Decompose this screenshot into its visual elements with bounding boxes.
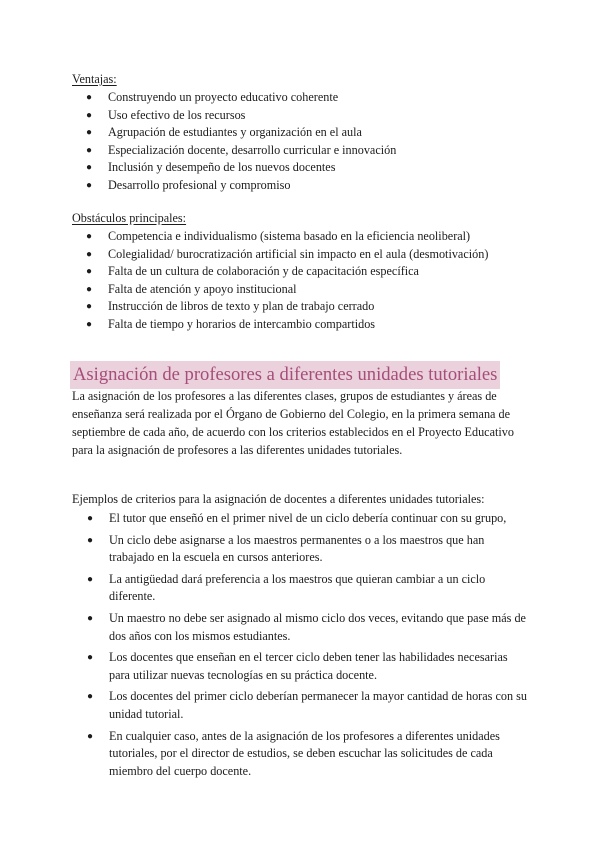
bullet-icon: ●	[86, 231, 93, 242]
list-item: ● Falta de atención y apoyo institucional	[0, 281, 600, 299]
bullet-icon: ●	[87, 730, 94, 742]
ventajas-list	[0, 89, 600, 195]
list-item: ● Especialización docente, desarrollo curricular e innovación	[0, 142, 600, 160]
bullet-icon: ●	[86, 162, 93, 174]
bullet-icon: ●	[87, 652, 94, 664]
list-item: ● Colegialidad/ burocratización artificial sin impacto en el aula (desmotivación)	[0, 246, 600, 264]
list-item: ● Los docentes del primer ciclo deberían permanecer la mayor cantidad de horas con su unidad tutorial.	[87, 689, 527, 721]
list-item: ● Construyendo un proyecto educativo coherente	[0, 89, 600, 107]
criterios-intro: Ejemplos de criterios para la asignación de docentes a diferentes unidades tutoriales:	[72, 492, 485, 506]
list-item: ● Falta de un cultura de colaboración y de capacitación específica	[0, 263, 600, 281]
intro-paragraph: La asignación de los profesores a las diferentes clases, grupos de estudiantes y áreas de enseñanza será realizada por el Órgano de Gobierno del Colegio, en la primera semana de septiembre de cada año, de acuerdo con los criterios establecidos en el Proyecto Educativo para la asignación de profesores a las diferentes unidades tutoriales.	[72, 389, 514, 457]
bullet-icon: ●	[86, 109, 93, 121]
bullet-icon: ●	[86, 301, 93, 313]
list-item: ● Desarrollo profesional y compromiso	[0, 177, 600, 195]
list-item: ● Inclusión y desempeño de los nuevos docentes	[0, 159, 600, 177]
criterios-list	[0, 510, 600, 784]
bullet-icon: ●	[86, 248, 93, 260]
bullet-icon: ●	[87, 691, 94, 703]
bullet-icon: ●	[86, 127, 93, 139]
bullet-icon: ●	[86, 179, 93, 191]
list-item: ● Uso efectivo de los recursos	[0, 107, 600, 125]
ventajas-label: Ventajas:	[72, 72, 117, 86]
list-item: ● Los docentes que enseñan en el tercer ciclo deben tener las habilidades necesarias para utilizar nuevas tecnologías en su práctica docente.	[87, 650, 508, 682]
list-item: ● La antigüedad dará preferencia a los maestros que quieran cambiar a un ciclo diferente.	[87, 571, 486, 604]
list-item: ● Falta de tiempo y horarios de intercambio compartidos	[0, 316, 600, 334]
obstaculos-list	[0, 228, 600, 334]
bullet-icon: ●	[87, 534, 94, 546]
list-item: ● Competencia e individualismo (sistema basado en la eficiencia neoliberal)	[0, 228, 600, 246]
bullet-icon: ●	[87, 513, 94, 524]
list-item: ● El tutor que enseñó en el primer nivel de un ciclo debería continuar con su grupo,	[0, 510, 600, 528]
bullet-icon: ●	[86, 144, 93, 156]
bullet-icon: ●	[87, 573, 94, 585]
bullet-icon: ●	[86, 318, 93, 330]
list-item: ● Un ciclo debe asignarse a los maestros permanentes o a los maestros que han trabajado en la escuela en cursos anteriores.	[87, 532, 485, 565]
bullet-icon: ●	[86, 283, 93, 295]
list-item: ● Un maestro no debe ser asignado al mismo ciclo dos veces, evitando que pase más de dos años con los mismos estudiantes.	[87, 610, 526, 643]
bullet-icon: ●	[86, 266, 93, 278]
bullet-icon: ●	[86, 92, 93, 103]
list-item: ● En cualquier caso, antes de la asignación de los profesores a diferentes unidades tutoriales, por el director de estudios, se deben escuchar las solicitudes de cada miembro del cuerpo docente.	[87, 728, 500, 778]
section-heading: Asignación de profesores a diferentes unidades tutoriales	[70, 361, 500, 389]
list-item: ● Instrucción de libros de texto y plan de trabajo cerrado	[0, 298, 600, 316]
list-item: ● Agrupación de estudiantes y organización en el aula	[0, 124, 600, 142]
obstaculos-label: Obstáculos principales:	[72, 211, 187, 225]
bullet-icon: ●	[87, 612, 94, 624]
